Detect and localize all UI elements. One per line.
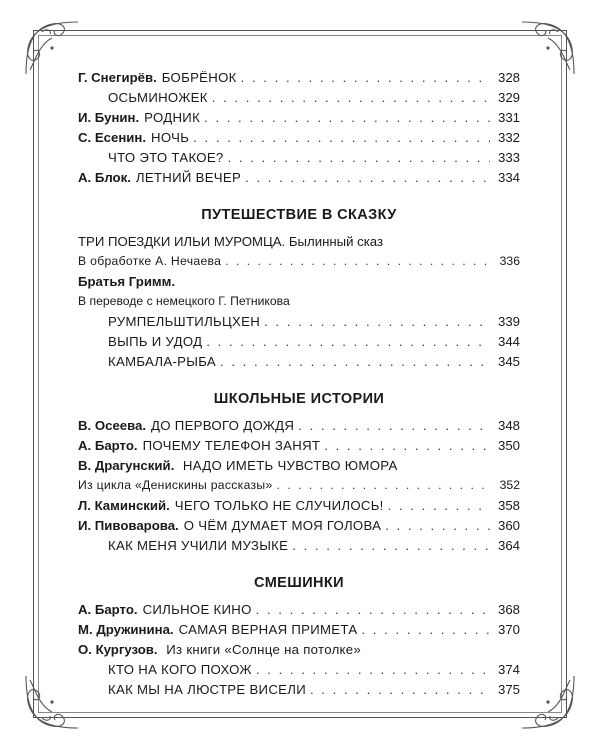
- toc-leader: [324, 438, 490, 453]
- toc-leader: [385, 518, 490, 533]
- toc-entry: [78, 110, 520, 130]
- toc-entry: [78, 418, 520, 438]
- toc-leader: [310, 682, 490, 697]
- toc-page: 328: [497, 70, 520, 85]
- toc-entry: [78, 518, 520, 538]
- toc-title: КАК МЫ НА ЛЮСТРЕ ВИСЕЛИ: [108, 682, 306, 697]
- toc-page: 336: [499, 254, 520, 268]
- toc-title: РОДНИК: [144, 110, 201, 125]
- toc-page: 344: [497, 334, 520, 349]
- toc-line: [78, 458, 520, 478]
- toc-title: СИЛЬНОЕ КИНО: [142, 602, 252, 617]
- toc-page: 333: [497, 150, 520, 165]
- toc-entry: [78, 130, 520, 150]
- toc-leader: [388, 498, 490, 513]
- toc-entry: [78, 334, 520, 354]
- toc-author: В. Осеева.: [78, 418, 147, 433]
- toc-page: 370: [497, 622, 520, 637]
- toc-entry: [78, 354, 520, 374]
- corner-ornament-icon: [518, 18, 578, 78]
- toc-leader: [256, 602, 490, 617]
- toc-title: В обработке А. Нечаева: [78, 254, 222, 268]
- toc-author: И. Бунин.: [78, 110, 140, 125]
- toc-entry: [78, 478, 520, 498]
- toc-page: 332: [497, 130, 520, 145]
- toc-entry: [78, 662, 520, 682]
- toc-leader: [193, 130, 490, 145]
- toc-leader: [228, 150, 490, 165]
- toc-page: 368: [497, 602, 520, 617]
- toc-title: КАМБАЛА-РЫБА: [108, 354, 216, 369]
- toc-page: 360: [497, 518, 520, 533]
- toc-leader: [241, 70, 490, 85]
- toc-entry: [78, 70, 520, 90]
- toc-entry: [78, 170, 520, 190]
- toc-entry: [78, 90, 520, 110]
- toc-entry: [78, 314, 520, 334]
- toc-title: ЧЕГО ТОЛЬКО НЕ СЛУЧИЛОСЬ!: [174, 498, 384, 513]
- toc-line: ТРИ ПОЕЗДКИ ИЛЬИ МУРОМЦА. Былинный сказ: [78, 234, 384, 249]
- toc-page: 374: [497, 662, 520, 677]
- toc-page: 348: [497, 418, 520, 433]
- toc-entry: [78, 254, 520, 274]
- toc-page: 358: [497, 498, 520, 513]
- toc-leader: [245, 170, 490, 185]
- toc-leader: [206, 334, 490, 349]
- toc-page: 331: [497, 110, 520, 125]
- section-title: ШКОЛЬНЫЕ ИСТОРИИ: [213, 391, 385, 407]
- toc-author: А. Барто.: [78, 438, 138, 453]
- toc-leader: [292, 538, 490, 553]
- toc-title: КТО НА КОГО ПОХОЖ: [108, 662, 252, 677]
- toc-title: Из цикла «Денискины рассказы»: [78, 478, 273, 492]
- toc-author: С. Есенин.: [78, 130, 147, 145]
- toc-entry: [78, 498, 520, 518]
- toc-line: [78, 642, 520, 662]
- toc-title: ОСЬМИНОЖЕК: [108, 90, 208, 105]
- toc-leader: [212, 90, 490, 105]
- toc-title: БОБРЁНОК: [161, 70, 237, 85]
- toc-page: 345: [497, 354, 520, 369]
- toc-leader: [264, 314, 490, 329]
- toc-entry: [78, 150, 520, 170]
- corner-ornament-icon: [518, 672, 578, 732]
- toc-leader: [220, 354, 490, 369]
- toc-page: 352: [499, 478, 520, 492]
- toc-page: 375: [497, 682, 520, 697]
- toc-page: 334: [497, 170, 520, 185]
- toc-title: ЧТО ЭТО ТАКОЕ?: [108, 150, 224, 165]
- toc-author: О. Кургузов.: [78, 642, 158, 657]
- toc-title: ДО ПЕРВОГО ДОЖДЯ: [151, 418, 295, 433]
- toc-author: Г. Снегирёв.: [78, 70, 157, 85]
- table-of-contents: [78, 70, 520, 702]
- toc-leader: [225, 254, 490, 268]
- toc-leader: [298, 418, 490, 433]
- section-title: ПУТЕШЕСТВИЕ В СКАЗКУ: [201, 207, 397, 223]
- toc-title: ПОЧЕМУ ТЕЛЕФОН ЗАНЯТ: [142, 438, 321, 453]
- toc-title: Из книги «Солнце на потолке»: [166, 642, 362, 657]
- toc-title: НАДО ИМЕТЬ ЧУВСТВО ЮМОРА: [182, 458, 398, 473]
- toc-title: НОЧЬ: [151, 130, 190, 145]
- toc-page: 350: [497, 438, 520, 453]
- toc-leader: [204, 110, 490, 125]
- toc-entry: [78, 622, 520, 642]
- toc-entry: [78, 682, 520, 702]
- toc-leader: [277, 478, 490, 492]
- toc-entry: [78, 538, 520, 558]
- toc-page: 339: [497, 314, 520, 329]
- toc-page: 364: [497, 538, 520, 553]
- corner-ornament-icon: [22, 18, 82, 78]
- toc-author: Братья Гримм.: [78, 274, 176, 289]
- toc-author: Л. Каминский.: [78, 498, 170, 513]
- section-title: СМЕШИНКИ: [254, 575, 344, 591]
- toc-title: О ЧЁМ ДУМАЕТ МОЯ ГОЛОВА: [183, 518, 382, 533]
- toc-entry: [78, 602, 520, 622]
- toc-author: А. Блок.: [78, 170, 131, 185]
- toc-page: 329: [497, 90, 520, 105]
- toc-title: ВЫПЬ И УДОД: [108, 334, 203, 349]
- toc-title: ЛЕТНИЙ ВЕЧЕР: [135, 170, 242, 185]
- toc-title: САМАЯ ВЕРНАЯ ПРИМЕТА: [178, 622, 358, 637]
- toc-author: А. Барто.: [78, 602, 138, 617]
- toc-title: КАК МЕНЯ УЧИЛИ МУЗЫКЕ: [108, 538, 289, 553]
- toc-author: М. Дружинина.: [78, 622, 174, 637]
- corner-ornament-icon: [22, 672, 82, 732]
- toc-entry: [78, 438, 520, 458]
- toc-leader: [361, 622, 490, 637]
- toc-title: РУМПЕЛЬШТИЛЬЦХЕН: [108, 314, 261, 329]
- toc-author: И. Пивоварова.: [78, 518, 179, 533]
- toc-leader: [256, 662, 490, 677]
- toc-author: В. Драгунский.: [78, 458, 175, 473]
- toc-line: В переводе с немецкого Г. Петникова: [78, 294, 290, 308]
